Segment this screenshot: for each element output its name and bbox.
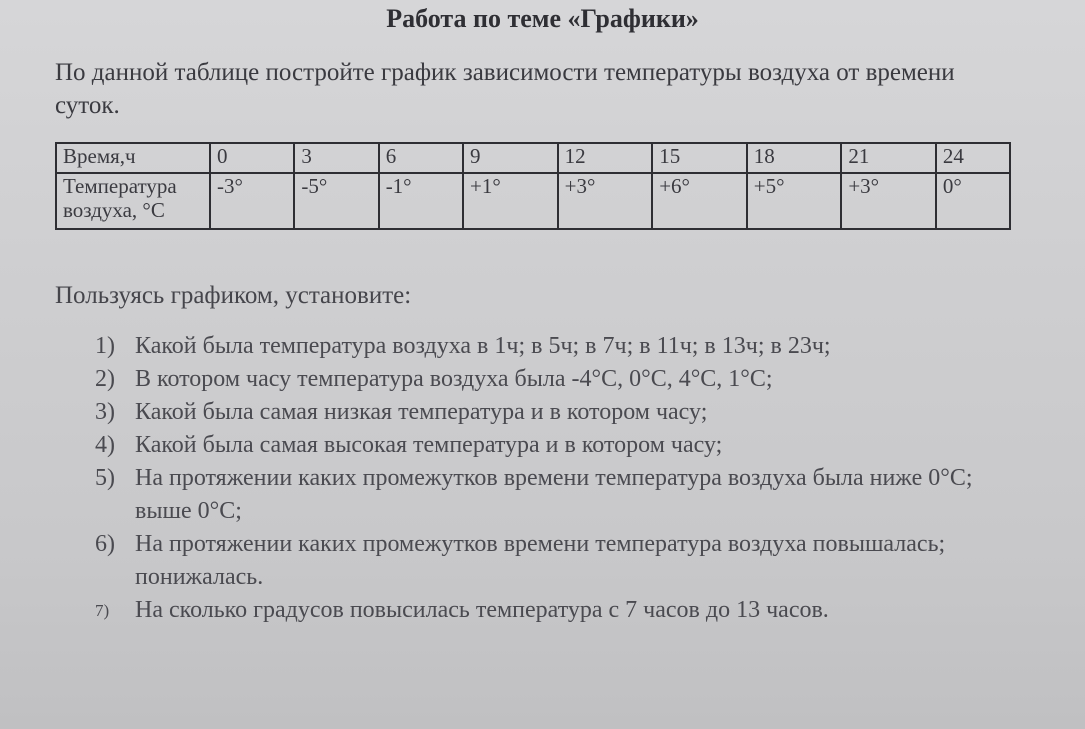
time-cell: 6 [379,143,463,173]
time-cell: 9 [463,143,558,173]
list-item [95,594,1015,627]
list-item [95,528,1015,594]
question-number: 4) [95,432,115,458]
time-cell: 18 [747,143,842,173]
time-cell: 3 [294,143,378,173]
temperature-cell: +3° [841,173,936,229]
temperature-header-cell: Температура воздуха, °С [56,173,210,229]
question-text: В котором часу температура воздуха была -4°С, 0°С, 4°С, 1°С; [135,366,773,392]
question-number: 6) [95,531,115,557]
temperature-cell: -1° [379,173,463,229]
list-item [95,330,1015,363]
question-text: Какой была температура воздуха в 1ч; в 5ч; в 7ч; в 11ч; в 13ч; в 23ч; [135,333,831,359]
temperature-cell: 0° [936,173,1010,229]
temperature-table [55,142,1011,230]
list-item [95,363,1015,396]
task-description: По данной таблице постройте график зависимости температуры воздуха от времени суток. [55,59,955,119]
question-text: На сколько градусов повысилась температура с 7 часов до 13 часов. [135,597,829,623]
time-cell: 15 [652,143,747,173]
question-number: 7) [95,601,110,620]
question-text: Какой была самая низкая температура и в котором часу; [135,399,708,425]
question-text: Какой была самая высокая температура и в котором часу; [135,432,723,458]
page-title: Работа по теме «Графики» [386,4,699,33]
questions-heading: Пользуясь графиком, установите: [55,282,412,309]
temperature-cell: -5° [294,173,378,229]
question-number: 5) [95,465,115,491]
question-number: 2) [95,366,115,392]
list-item [95,396,1015,429]
time-cell: 21 [841,143,936,173]
question-list [95,330,1015,627]
time-header-cell: Время,ч [56,143,210,173]
temperature-cell: +6° [652,173,747,229]
time-cell: 0 [210,143,294,173]
question-number: 1) [95,333,115,359]
table-row-temperature [56,173,1010,229]
question-text: На протяжении каких промежутков времени температура воздуха повышалась; понижалась. [135,531,946,590]
temperature-cell: +5° [747,173,842,229]
temperature-cell: +3° [558,173,653,229]
list-item [95,462,1015,528]
time-cell: 24 [936,143,1010,173]
question-text: На протяжении каких промежутков времени температура воздуха была ниже 0°С; выше 0°С; [135,465,973,524]
list-item [95,429,1015,462]
time-cell: 12 [558,143,653,173]
temperature-cell: +1° [463,173,558,229]
table-row-time [56,143,1010,173]
question-number: 3) [95,399,115,425]
temperature-cell: -3° [210,173,294,229]
